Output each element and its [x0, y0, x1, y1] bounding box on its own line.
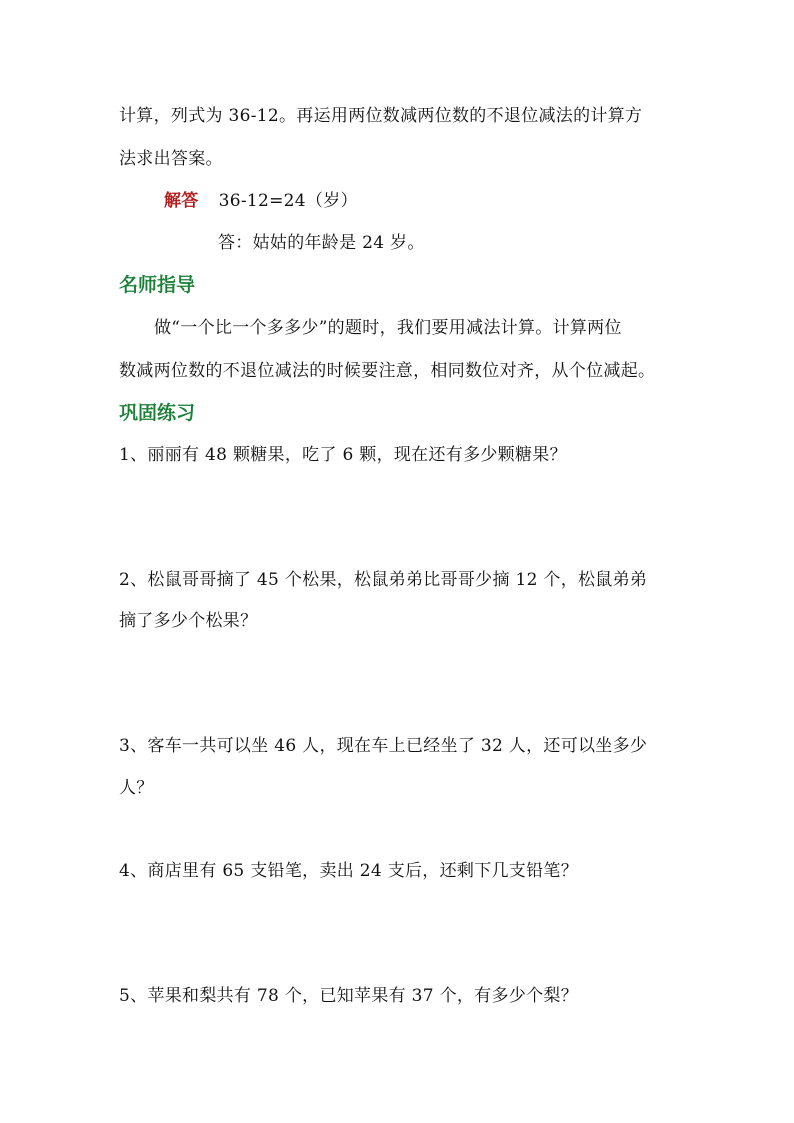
guide-line-2: 数减两位数的不退位减法的时候要注意，相同数位对齐，从个位减起。	[119, 361, 656, 381]
question-1: 1、丽丽有 48 颗糖果，吃了 6 颗，现在还有多少颗糖果？	[119, 445, 567, 465]
guide-heading: 名师指导	[119, 274, 196, 296]
question-2-line-2: 摘了多少个松果？	[119, 611, 258, 631]
solution-label: 解答	[164, 191, 199, 211]
question-4: 4、商店里有 65 支铅笔，卖出 24 支后，还剩下几支铅笔？	[119, 861, 578, 881]
solution-answer: 答：姑姑的年龄是 24 岁。	[218, 233, 425, 253]
question-3-line-2: 人？	[119, 778, 154, 798]
practice-heading: 巩固练习	[119, 402, 196, 424]
guide-line-1: 做“一个比一个多多少”的题时，我们要用减法计算。计算两位	[154, 318, 622, 338]
question-2-line-1: 2、松鼠哥哥摘了 45 个松果，松鼠弟弟比哥哥少摘 12 个，松鼠弟弟	[119, 570, 648, 590]
intro-line-1: 计算，列式为 36-12。再运用两位数减两位数的不退位减法的计算方	[119, 106, 643, 126]
intro-line-2: 法求出答案。	[119, 149, 223, 169]
question-5: 5、苹果和梨共有 78 个，已知苹果有 37 个，有多少个梨？	[119, 986, 578, 1006]
solution-equation: 36-12=24（岁）	[218, 191, 358, 211]
question-3-line-1: 3、客车一共可以坐 46 人，现在车上已经坐了 32 人，还可以坐多少	[119, 736, 648, 756]
solution-row	[164, 190, 358, 212]
